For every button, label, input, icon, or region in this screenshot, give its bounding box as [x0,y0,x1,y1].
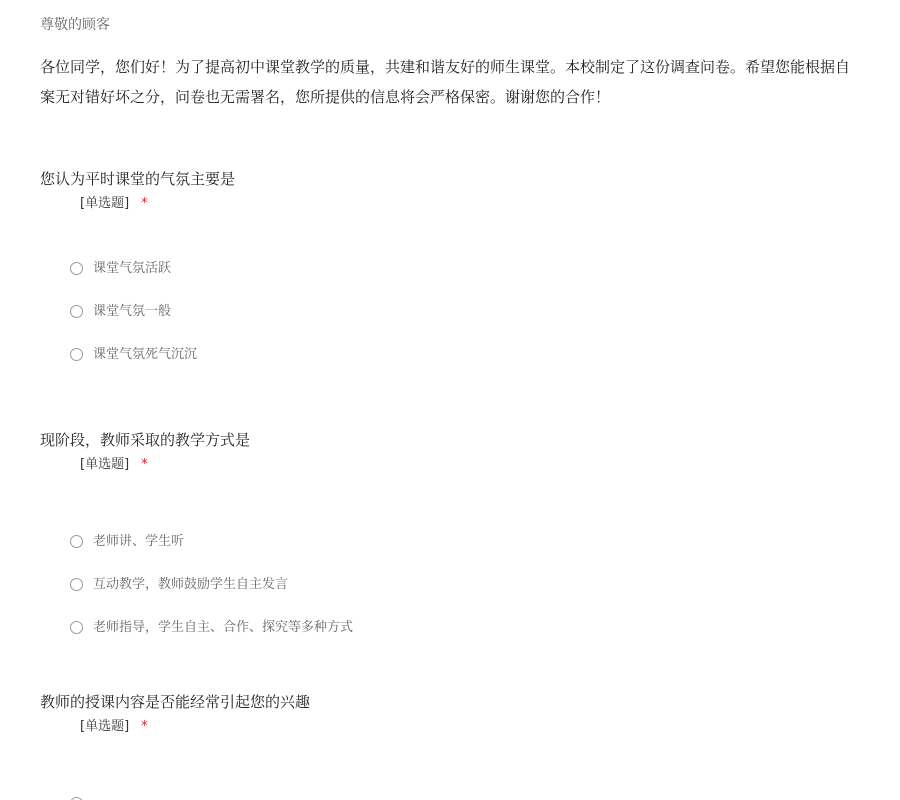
question-type-label [80,715,148,734]
question-1 [40,168,900,362]
option-label: 互动教学，教师鼓励学生自主发言 [93,577,289,592]
radio-button[interactable] [70,305,83,318]
question-type-text: [单选题] [80,719,130,734]
option-label: 老师指导，学生自主、合作、探究等多种方式 [93,620,354,635]
option-label: 课堂气氛一般 [93,304,172,319]
intro-line-1: 各位同学，您们好！为了提高初中课堂教学的质量，共建和谐友好的师生课堂。本校制定了这份调查问卷。希望您能根据自 [40,58,851,76]
required-mark: * [141,196,148,211]
question-type-label [80,192,148,211]
option-label: 老师讲、学生听 [93,534,185,549]
required-mark: * [141,719,148,734]
radio-button[interactable] [70,578,83,591]
question-title: 您认为平时课堂的气氛主要是 [40,170,236,188]
question-2 [40,429,900,635]
radio-button[interactable] [70,621,83,634]
question-type-text: [单选题] [80,196,130,211]
option-label: 课堂气氛活跃 [93,261,172,276]
question-type-text: [单选题] [80,457,130,472]
question-3 [40,691,900,734]
radio-button[interactable] [70,348,83,361]
radio-button[interactable] [70,535,83,548]
radio-button[interactable] [70,262,83,275]
question-type-label [80,453,148,472]
survey-intro [40,52,900,112]
intro-line-2: 案无对错好坏之分，问卷也无需署名，您所提供的信息将会严格保密。谢谢您的合作！ [40,88,611,106]
question-title: 教师的授课内容是否能经常引起您的兴趣 [40,693,311,711]
greeting-text: 尊敬的顾客 [40,17,110,33]
question-title: 现阶段，教师采取的教学方式是 [40,431,251,449]
option-label: 课堂气氛死气沉沉 [93,347,198,362]
required-mark: * [141,457,148,472]
